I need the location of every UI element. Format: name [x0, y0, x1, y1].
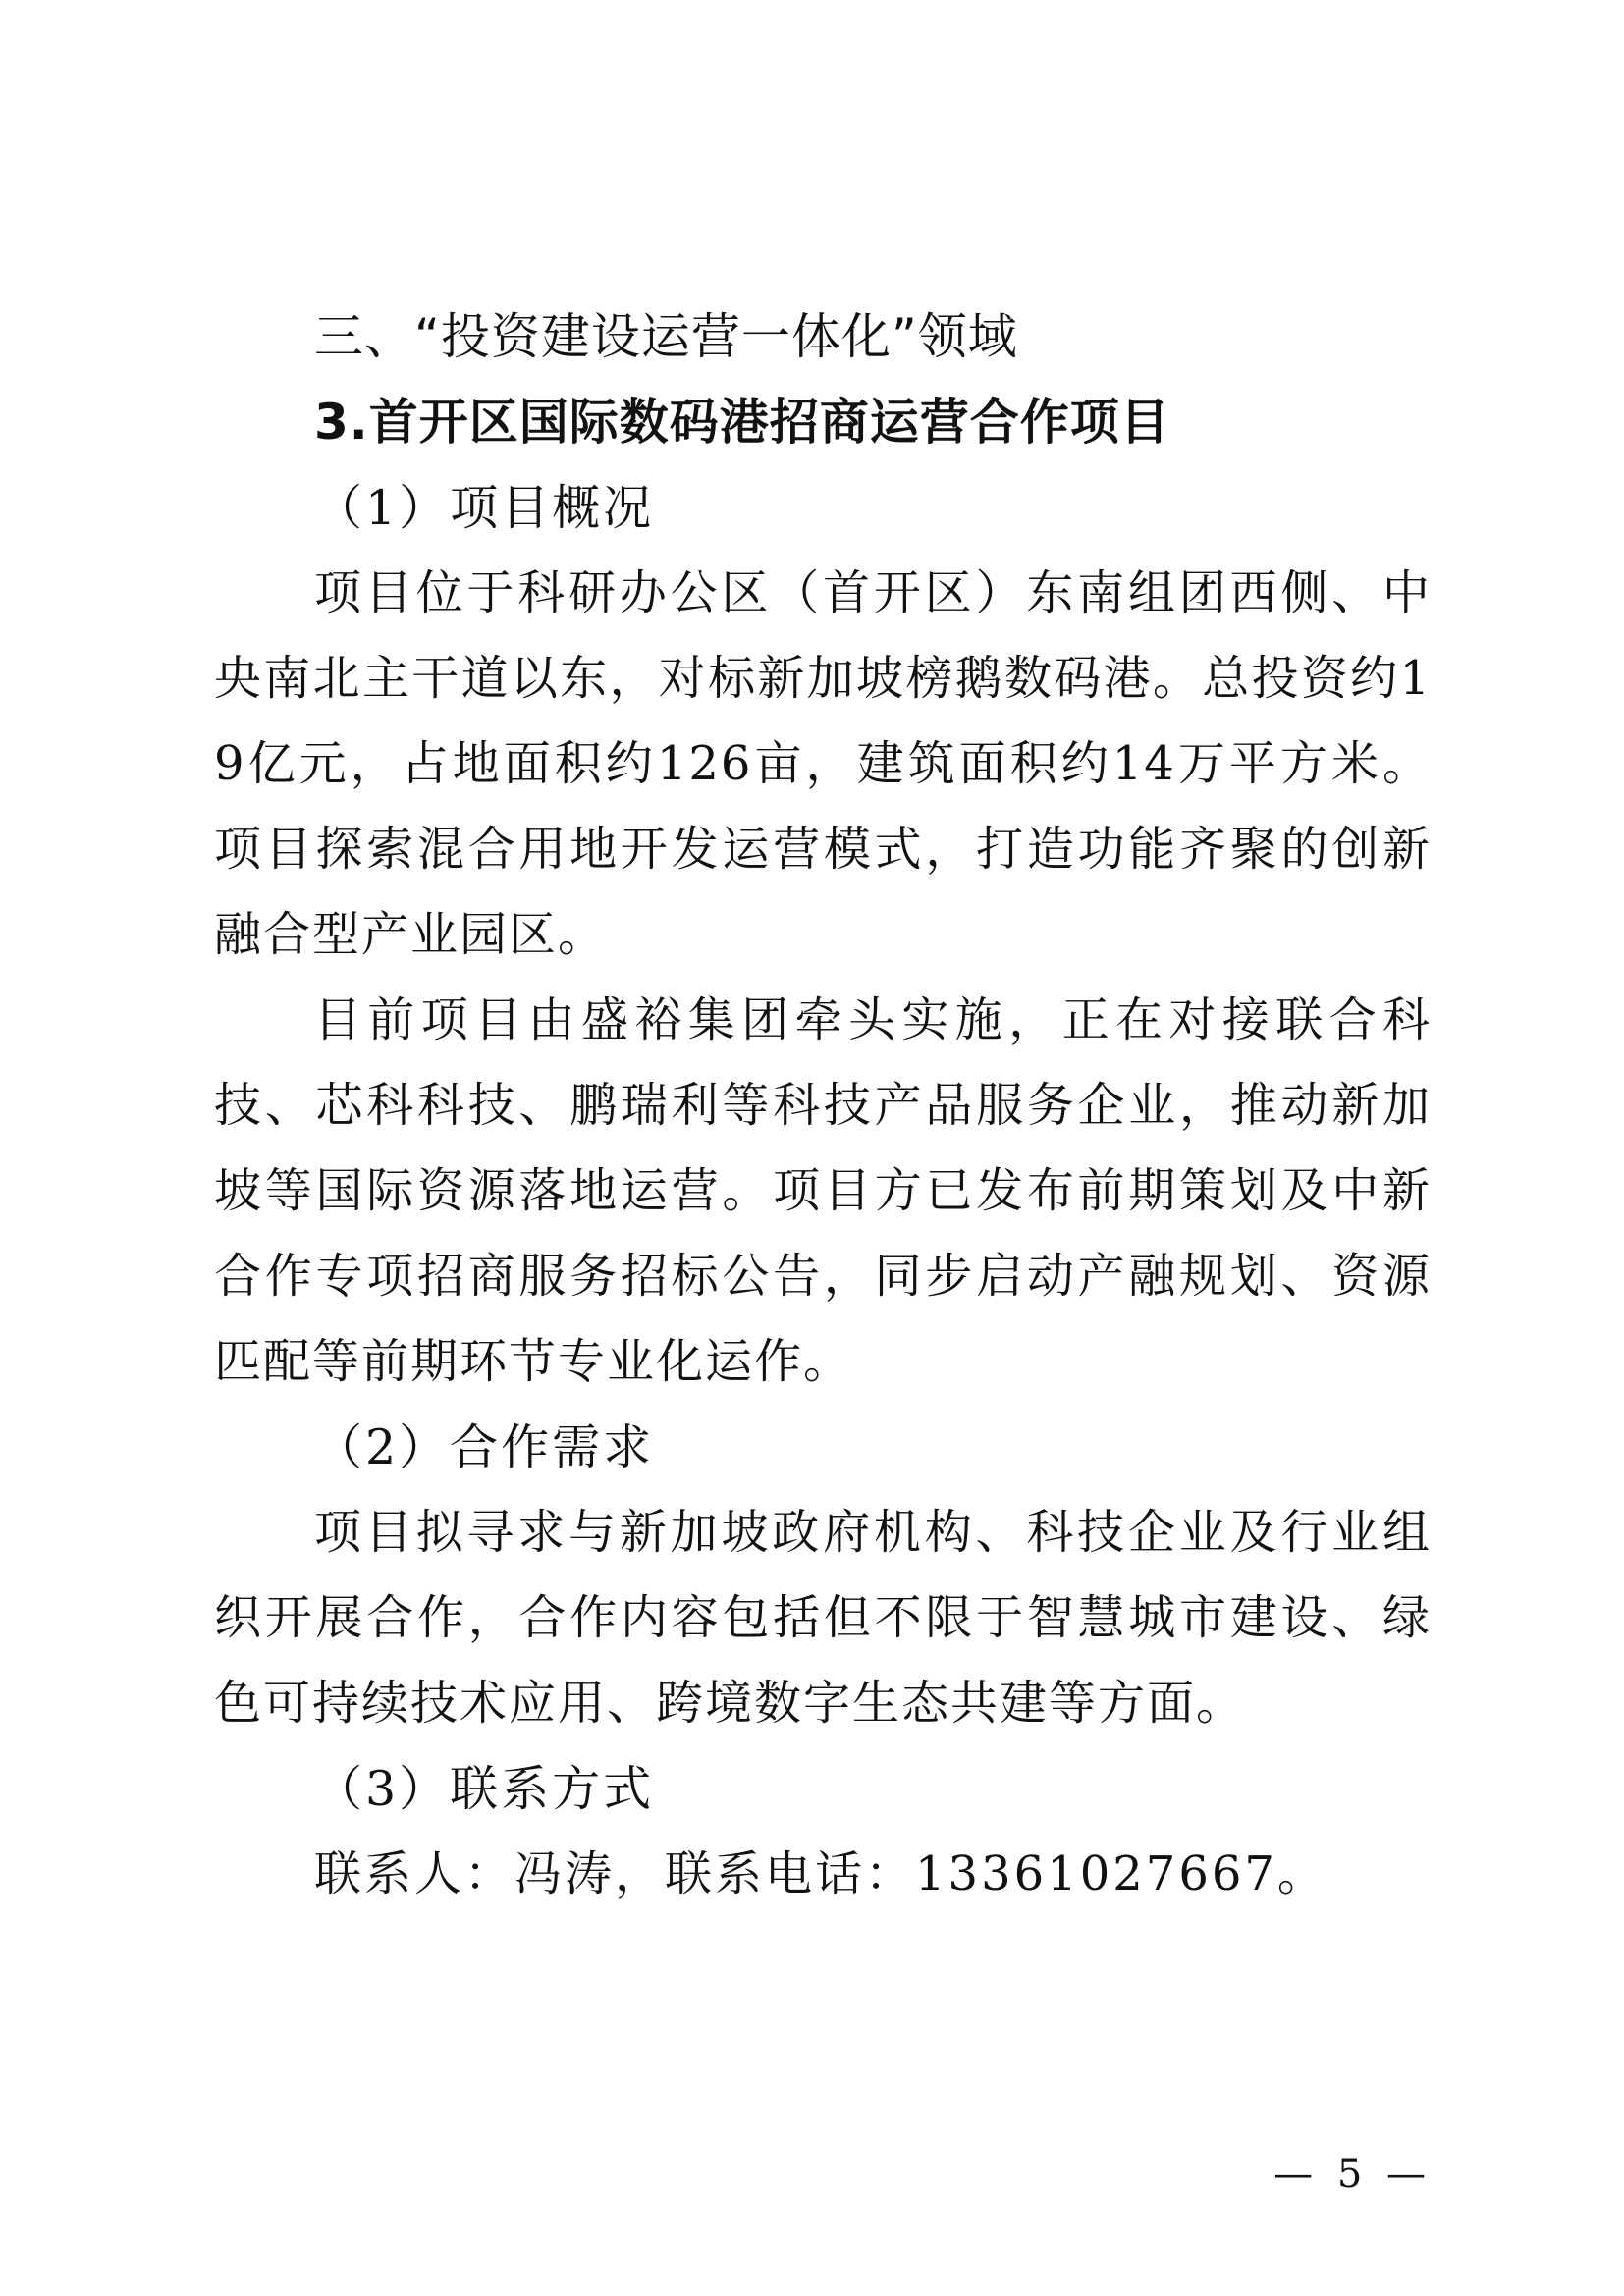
heading-contact-info: （3）联系方式 [314, 1761, 655, 1817]
paragraph-project-location: 项目位于科研办公区（首开区）东南组团西侧、中央南北主干道以东，对标新加坡榜鹅数码港。总投资约19亿元，占地面积约126亩，建筑面积约14万平方米。项目探索混合用地开发运营模式，打造功能齐聚的创新融合型产业园区。 [214, 565, 1432, 962]
contact-details: 联系人：冯涛，联系电话：13361027667。 [314, 1846, 1327, 1901]
heading-project-overview: （1）项目概况 [314, 480, 655, 536]
page-number: — 5 — [1273, 2152, 1432, 2197]
document-body [214, 294, 1432, 1917]
project-title: 3.首开区国际数码港招商运营合作项目 [314, 394, 1170, 451]
heading-cooperation-needs: （2）合作需求 [314, 1419, 655, 1475]
paragraph-project-status: 目前项目由盛裕集团牵头实施，正在对接联合科技、芯科科技、鹏瑞利等科技产品服务企业，推动新加坡等国际资源落地运营。项目方已发布前期策划及中新合作专项招商服务招标公告，同步启动产融规划、资源匹配等前期环节专业化运作。 [214, 992, 1432, 1389]
paragraph-cooperation-needs: 项目拟寻求与新加坡政府机构、科技企业及行业组织开展合作，合作内容包括但不限于智慧城市建设、绿色可持续技术应用、跨境数字生态共建等方面。 [214, 1505, 1432, 1731]
section-title: 三、“投资建设运营一体化”领域 [314, 308, 1018, 365]
